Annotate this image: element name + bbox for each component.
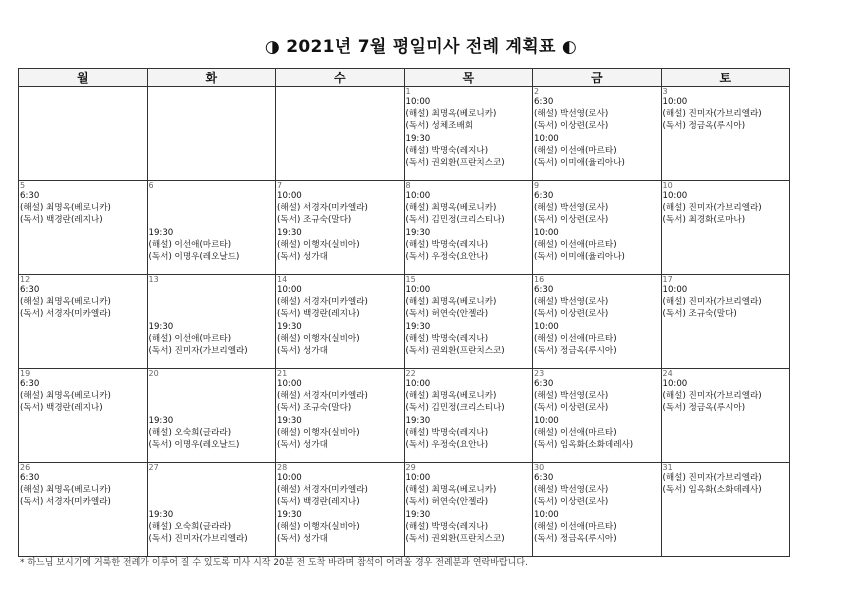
day-number: 16 (534, 275, 545, 284)
schedule-line: (해설) 이선애(마르타) (534, 521, 617, 532)
day-cell (147, 275, 276, 369)
schedule-line: (독서) 백경란(레지나) (277, 309, 360, 320)
schedule-line: 10:00 (534, 509, 559, 520)
day-number: 30 (534, 463, 545, 472)
schedule-line: 10:00 (534, 321, 559, 332)
schedule-line: 19:30 (405, 321, 431, 332)
schedule-line: 19:30 (405, 227, 431, 238)
schedule-line: 10:00 (662, 97, 688, 107)
schedule-line: (독서) 서경자(미카엘라) (20, 497, 111, 508)
schedule-line: (해설) 진미자(가브리엘라) (662, 473, 762, 483)
day-cell (276, 181, 405, 275)
day-cell (276, 87, 405, 181)
weekday-header: 목 (404, 69, 533, 87)
schedule-line: (독서) 성가대 (277, 252, 328, 263)
schedule-line: (해설) 최명옥(베로니카) (405, 485, 497, 496)
week-row (19, 463, 790, 557)
day-cell (276, 369, 405, 463)
schedule-line: 10:00 (277, 473, 302, 483)
day-number: 2 (534, 87, 540, 96)
schedule-line: 6:30 (534, 473, 554, 483)
day-cell (276, 463, 405, 557)
schedule-line: 10:00 (662, 285, 688, 295)
schedule-line: 6:30 (20, 191, 40, 201)
schedule-line: 10:00 (405, 285, 431, 295)
day-number: 23 (534, 369, 545, 378)
day-number: 29 (405, 463, 416, 472)
day-number: 1 (405, 87, 411, 96)
schedule-line: 10:00 (662, 191, 688, 201)
day-cell (533, 275, 662, 369)
schedule-line: (해설) 서경자(미카엘라) (277, 485, 368, 496)
schedule-line: 6:30 (534, 285, 554, 295)
schedule-line: 19:30 (277, 227, 302, 238)
schedule-line: (해설) 진미자(가브리엘라) (662, 203, 762, 214)
day-number: 9 (534, 181, 540, 190)
schedule-line: (해설) 박명숙(레지나) (405, 427, 489, 438)
schedule-line: (독서) 김민정(크리스티나) (405, 215, 505, 226)
schedule-line: (해설) 최명옥(베로니카) (20, 297, 111, 308)
day-cell (661, 87, 790, 181)
day-cell (661, 275, 790, 369)
schedule-line: (해설) 이행자(실비아) (277, 521, 360, 532)
weekday-header: 화 (147, 69, 276, 87)
schedule-line: 6:30 (20, 379, 40, 389)
weekday-header: 월 (19, 69, 148, 87)
calendar-body (19, 87, 790, 557)
day-cell (19, 369, 148, 463)
day-cell (19, 463, 148, 557)
schedule-line: 19:30 (148, 321, 174, 332)
schedule-line: (해설) 오숙희(글라라) (148, 521, 232, 532)
day-number: 8 (405, 181, 411, 190)
schedule-line: 19:30 (277, 415, 302, 426)
day-cell (404, 463, 533, 557)
schedule-line: (독서) 권외환(프란치스코) (405, 158, 505, 169)
day-number: 12 (20, 275, 31, 284)
schedule-line: 19:30 (405, 509, 431, 520)
schedule-line: (해설) 이선애(마르타) (148, 333, 232, 344)
schedule-line: 19:30 (148, 227, 174, 238)
day-number: 7 (277, 181, 283, 190)
weekday-header: 토 (661, 69, 790, 87)
schedule-line: (해설) 서경자(미카엘라) (277, 297, 368, 308)
day-cell (404, 181, 533, 275)
schedule-line: (독서) 성가대 (277, 534, 328, 545)
schedule-line: 6:30 (534, 379, 554, 389)
schedule-line: (독서) 성체조배회 (405, 121, 474, 132)
schedule-line: (해설) 이행자(실비아) (277, 427, 360, 438)
day-number: 17 (662, 275, 673, 284)
day-cell (533, 87, 662, 181)
schedule-line: (독서) 정금옥(루시아) (662, 121, 746, 132)
schedule-line: (독서) 성가대 (277, 346, 328, 357)
day-cell (661, 369, 790, 463)
schedule-line: 6:30 (20, 285, 40, 295)
schedule-line: (독서) 이상련(로사) (534, 309, 609, 320)
day-cell (19, 275, 148, 369)
schedule-line: 19:30 (148, 509, 174, 520)
schedule-line: 10:00 (534, 227, 559, 238)
schedule-line: 10:00 (405, 97, 431, 107)
schedule-line: (독서) 권외환(프란치스코) (405, 534, 505, 545)
day-number: 13 (148, 275, 159, 284)
schedule-line: (해설) 박선영(로사) (534, 391, 609, 402)
day-number: 31 (662, 463, 673, 472)
schedule-line: (해설) 이선애(마르타) (534, 333, 617, 344)
week-row (19, 275, 790, 369)
day-cell (19, 181, 148, 275)
day-cell (147, 87, 276, 181)
day-number: 22 (405, 369, 416, 378)
day-cell (533, 463, 662, 557)
weekday-header-row (19, 69, 790, 87)
schedule-line: (독서) 이명우(레오날드) (148, 252, 240, 262)
schedule-line: 19:30 (277, 509, 302, 520)
schedule-line: (독서) 이미애(율리아나) (534, 252, 625, 263)
day-cell (404, 369, 533, 463)
day-number: 27 (148, 463, 159, 472)
schedule-line: (독서) 서경자(미카엘라) (20, 309, 111, 320)
schedule-line: 10:00 (405, 473, 431, 483)
schedule-line: (해설) 진미자(가브리엘라) (662, 109, 762, 120)
schedule-line: (독서) 이상련(로사) (534, 403, 609, 414)
schedule-line: 19:30 (148, 415, 174, 426)
week-row (19, 369, 790, 463)
schedule-line: (독서) 임옥화(소화데레사) (662, 485, 762, 496)
day-number: 3 (662, 87, 668, 96)
schedule-line: (독서) 김민정(크리스티나) (405, 403, 505, 414)
week-row (19, 181, 790, 275)
cell-spacer (149, 190, 275, 227)
day-number: 19 (20, 369, 31, 378)
day-cell (276, 275, 405, 369)
schedule-line: (해설) 서경자(미카엘라) (277, 391, 368, 402)
day-number: 14 (277, 275, 288, 284)
schedule-line: (독서) 허연숙(안젤라) (405, 497, 489, 508)
day-cell (661, 463, 790, 557)
schedule-line: (독서) 이미애(율리아나) (534, 158, 625, 169)
page-title: ◑ 2021년 7월 평일미사 전례 계획표 ◐ (264, 37, 578, 57)
day-cell (404, 87, 533, 181)
schedule-line: 10:00 (662, 379, 688, 389)
schedule-line: 10:00 (277, 379, 302, 389)
day-number: 28 (277, 463, 288, 472)
schedule-line: (해설) 진미자(가브리엘라) (662, 297, 762, 308)
schedule-line: (독서) 권외환(프란치스코) (405, 346, 505, 357)
schedule-line: (해설) 박명숙(레지나) (405, 333, 489, 344)
day-cell (147, 181, 276, 275)
schedule-line: 10:00 (405, 191, 431, 201)
schedule-line: 10:00 (277, 191, 302, 201)
schedule-line: (해설) 최명옥(베로니카) (405, 203, 497, 214)
day-cell (147, 463, 276, 557)
day-number: 26 (20, 463, 31, 472)
schedule-line: (독서) 백경란(레지나) (277, 497, 360, 508)
schedule-line: (독서) 성가대 (277, 440, 328, 451)
schedule-line: 10:00 (534, 415, 559, 426)
cell-spacer (149, 472, 275, 509)
schedule-line: (해설) 이선애(마르타) (534, 239, 617, 250)
schedule-line: (해설) 최명옥(베로니카) (405, 109, 497, 120)
day-number: 10 (662, 181, 673, 190)
schedule-line: (해설) 최명옥(베로니카) (405, 391, 497, 402)
schedule-line: (해설) 박명숙(레지나) (405, 145, 489, 156)
schedule-line: (독서) 우정숙(요안나) (405, 252, 489, 263)
day-cell (147, 369, 276, 463)
day-cell (404, 275, 533, 369)
day-cell (533, 181, 662, 275)
weekday-header: 수 (276, 69, 405, 87)
schedule-line: (독서) 최경화(로마나) (662, 215, 746, 226)
schedule-line: (독서) 이명우(레오날드) (148, 440, 240, 450)
schedule-line: (해설) 오숙희(글라라) (148, 427, 232, 438)
schedule-line: (독서) 이상련(로사) (534, 215, 609, 226)
schedule-line: (해설) 박선영(로사) (534, 203, 609, 214)
week-row (19, 87, 790, 181)
schedule-line: 10:00 (277, 285, 302, 295)
day-number: 20 (148, 369, 159, 378)
schedule-line: 6:30 (20, 473, 40, 483)
schedule-line: (해설) 박선영(로사) (534, 297, 609, 308)
schedule-line: (독서) 정금옥(루시아) (662, 403, 746, 414)
schedule-line: (해설) 이선애(마르타) (534, 145, 617, 156)
footnote: * 하느님 보시기에 거룩한 전례가 이루어 질 수 있도록 미사 시작 20분 전 도착 바라며 참석이 어려울 경우 전례분과 연락바랍니다. (20, 558, 528, 568)
schedule-line: 6:30 (534, 97, 554, 107)
cell-spacer (149, 284, 275, 321)
schedule-line: 19:30 (277, 321, 302, 332)
schedule-line: 19:30 (405, 133, 431, 144)
schedule-line: (독서) 정금옥(루시아) (534, 534, 617, 545)
schedule-line: (독서) 임옥화(소화데레사) (534, 440, 634, 451)
day-cell (19, 87, 148, 181)
schedule-line: 6:30 (534, 191, 554, 201)
schedule-line: (독서) 진미자(가브리엘라) (148, 346, 248, 356)
schedule-line: (해설) 이선애(마르타) (148, 239, 232, 250)
schedule-line: (해설) 최명옥(베로니카) (20, 203, 111, 214)
schedule-line: 19:30 (405, 415, 431, 426)
schedule-line: (해설) 박선영(로사) (534, 109, 609, 120)
day-number: 5 (20, 181, 26, 190)
schedule-line: (해설) 최명옥(베로니카) (20, 391, 111, 402)
day-cell (533, 369, 662, 463)
schedule-line: (독서) 조규숙(말다) (277, 403, 352, 414)
weekday-header: 금 (533, 69, 662, 87)
schedule-line: (해설) 최명옥(베로니카) (20, 485, 111, 496)
schedule-line: (독서) 조규숙(말다) (277, 215, 352, 226)
schedule-line: (독서) 이상련(로사) (534, 497, 609, 508)
schedule-line: (독서) 백경란(레지나) (20, 215, 103, 226)
day-cell (661, 181, 790, 275)
schedule-line: (독서) 진미자(가브리엘라) (148, 534, 248, 544)
schedule-line: (해설) 이선애(마르타) (534, 427, 617, 438)
schedule-line: (독서) 우정숙(요안나) (405, 440, 489, 451)
cell-spacer (149, 378, 275, 415)
schedule-line: (해설) 서경자(미카엘라) (277, 203, 368, 214)
day-number: 21 (277, 369, 288, 378)
schedule-line: (해설) 최명옥(베로니카) (405, 297, 497, 308)
schedule-line: (해설) 진미자(가브리엘라) (662, 391, 762, 402)
schedule-line: (독서) 허연숙(안젤라) (405, 309, 489, 320)
schedule-line: (독서) 조규숙(말다) (662, 309, 737, 320)
day-number: 15 (405, 275, 416, 284)
schedule-line: (해설) 박명숙(레지나) (405, 239, 489, 250)
calendar-table (18, 68, 790, 557)
schedule-line: (해설) 이행자(실비아) (277, 333, 360, 344)
day-number: 24 (662, 369, 673, 378)
schedule-line: (해설) 박명숙(레지나) (405, 521, 489, 532)
schedule-line: 10:00 (405, 379, 431, 389)
schedule-line: (독서) 이상련(로사) (534, 121, 609, 132)
day-number: 6 (148, 181, 154, 190)
schedule-line: (해설) 이행자(실비아) (277, 239, 360, 250)
schedule-line: (해설) 박선영(로사) (534, 485, 609, 496)
schedule-line: 10:00 (534, 133, 559, 144)
schedule-line: (독서) 백경란(레지나) (20, 403, 103, 414)
schedule-line: (독서) 정금옥(루시아) (534, 346, 617, 357)
